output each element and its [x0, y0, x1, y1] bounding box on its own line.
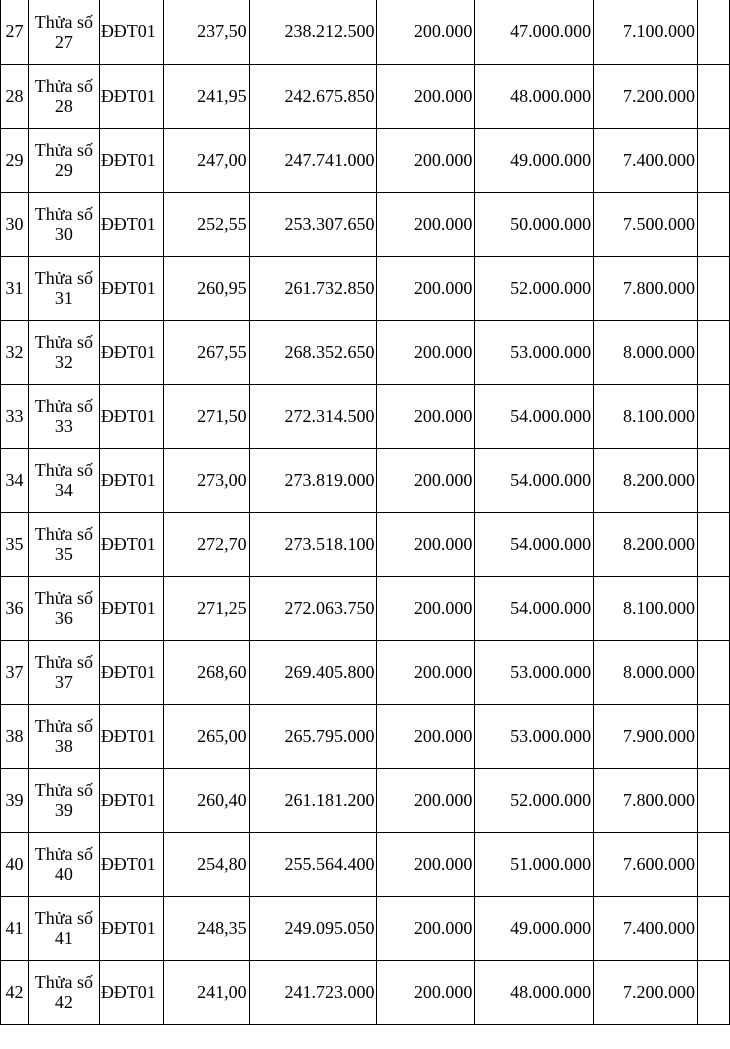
- plot-name-label: Thửa số: [34, 972, 93, 992]
- plot-name-label: Thửa số: [34, 76, 93, 96]
- plot-name-number: 27: [54, 31, 73, 52]
- note-cell: [698, 896, 730, 960]
- note-cell: [698, 0, 730, 64]
- area-cell: 254,80: [163, 832, 249, 896]
- land-type-code-cell: ĐĐT01: [99, 960, 163, 1024]
- amount-cell: 50.000.000: [475, 192, 594, 256]
- land-type-code-cell: ĐĐT01: [99, 448, 163, 512]
- amount-cell: 53.000.000: [475, 704, 594, 768]
- note-cell: [698, 384, 730, 448]
- amount-cell: 53.000.000: [475, 640, 594, 704]
- plot-name-cell: [28, 896, 99, 960]
- table-row: [1, 512, 730, 576]
- area-cell: 247,00: [163, 128, 249, 192]
- unit-price-cell: 200.000: [377, 640, 475, 704]
- note-cell: [698, 576, 730, 640]
- amount-cell: 49.000.000: [475, 128, 594, 192]
- plot-name-number: 28: [54, 96, 73, 116]
- secondary-amount-cell: 7.400.000: [594, 896, 698, 960]
- table-row: [1, 384, 730, 448]
- row-number-cell: 28: [1, 64, 29, 128]
- total-value-cell: 261.181.200: [249, 768, 377, 832]
- row-number-cell: 38: [1, 704, 29, 768]
- amount-cell: 54.000.000: [475, 448, 594, 512]
- total-value-cell: 273.819.000: [249, 448, 377, 512]
- plot-name-label: Thửa số: [34, 780, 93, 800]
- area-cell: 272,70: [163, 512, 249, 576]
- row-number-cell: 36: [1, 576, 29, 640]
- area-cell: 241,00: [163, 960, 249, 1024]
- note-cell: [698, 448, 730, 512]
- note-cell: [698, 704, 730, 768]
- plot-name-label: Thửa số: [34, 332, 93, 352]
- plot-name-cell: [28, 704, 99, 768]
- table-row: [1, 256, 730, 320]
- row-number-cell: 39: [1, 768, 29, 832]
- plot-name-number: 37: [54, 672, 73, 692]
- unit-price-cell: 200.000: [377, 256, 475, 320]
- land-type-code-cell: ĐĐT01: [99, 832, 163, 896]
- secondary-amount-cell: 7.400.000: [594, 128, 698, 192]
- total-value-cell: 255.564.400: [249, 832, 377, 896]
- secondary-amount-cell: 8.200.000: [594, 448, 698, 512]
- plot-name-number: 38: [54, 736, 73, 756]
- row-number-cell: 33: [1, 384, 29, 448]
- plot-name-label: Thửa số: [34, 716, 93, 736]
- total-value-cell: 268.352.650: [249, 320, 377, 384]
- total-value-cell: 272.063.750: [249, 576, 377, 640]
- plot-name-number: 36: [54, 608, 73, 628]
- land-type-code-cell: ĐĐT01: [99, 64, 163, 128]
- note-cell: [698, 512, 730, 576]
- land-type-code-cell: ĐĐT01: [99, 896, 163, 960]
- area-cell: 260,40: [163, 768, 249, 832]
- land-type-code-cell: ĐĐT01: [99, 256, 163, 320]
- unit-price-cell: 200.000: [377, 576, 475, 640]
- total-value-cell: 241.723.000: [249, 960, 377, 1024]
- table-row: [1, 0, 730, 64]
- table-row: [1, 320, 730, 384]
- plot-name-number: 42: [54, 992, 73, 1012]
- unit-price-cell: 200.000: [377, 128, 475, 192]
- secondary-amount-cell: 7.800.000: [594, 256, 698, 320]
- row-number-cell: 42: [1, 960, 29, 1024]
- plot-name-cell: [28, 64, 99, 128]
- secondary-amount-cell: 7.200.000: [594, 64, 698, 128]
- secondary-amount-cell: 8.100.000: [594, 576, 698, 640]
- secondary-amount-cell: 8.000.000: [594, 320, 698, 384]
- unit-price-cell: 200.000: [377, 768, 475, 832]
- plot-name-cell: [28, 576, 99, 640]
- total-value-cell: 272.314.500: [249, 384, 377, 448]
- land-type-code-cell: ĐĐT01: [99, 512, 163, 576]
- unit-price-cell: 200.000: [377, 64, 475, 128]
- plot-name-number: 33: [54, 416, 73, 436]
- plot-name-label: Thửa số: [34, 844, 93, 864]
- table-row: [1, 64, 730, 128]
- row-number-cell: 31: [1, 256, 29, 320]
- row-number-cell: 29: [1, 128, 29, 192]
- land-type-code-cell: ĐĐT01: [99, 704, 163, 768]
- land-type-code-cell: ĐĐT01: [99, 768, 163, 832]
- land-type-code-cell: ĐĐT01: [99, 128, 163, 192]
- unit-price-cell: 200.000: [377, 512, 475, 576]
- row-number-cell: 37: [1, 640, 29, 704]
- note-cell: [698, 960, 730, 1024]
- table-row: [1, 832, 730, 896]
- plot-name-cell: [28, 640, 99, 704]
- total-value-cell: 247.741.000: [249, 128, 377, 192]
- table-row: [1, 768, 730, 832]
- row-number-cell: 27: [1, 0, 29, 64]
- table-row: [1, 128, 730, 192]
- note-cell: [698, 640, 730, 704]
- table-row: [1, 896, 730, 960]
- plot-name-number: 32: [54, 352, 73, 372]
- plot-name-number: 40: [54, 864, 73, 884]
- plot-name-cell: [28, 0, 99, 64]
- land-type-code-cell: ĐĐT01: [99, 576, 163, 640]
- plot-name-number: 35: [54, 544, 73, 564]
- row-number-cell: 41: [1, 896, 29, 960]
- plot-name-cell: [28, 128, 99, 192]
- total-value-cell: 242.675.850: [249, 64, 377, 128]
- area-cell: 237,50: [163, 0, 249, 64]
- plot-name-label: Thửa số: [34, 396, 93, 416]
- plot-name-label: Thửa số: [34, 11, 93, 32]
- area-cell: 260,95: [163, 256, 249, 320]
- row-number-cell: 30: [1, 192, 29, 256]
- amount-cell: 53.000.000: [475, 320, 594, 384]
- plot-name-cell: [28, 512, 99, 576]
- plot-name-label: Thửa số: [34, 140, 93, 160]
- total-value-cell: 269.405.800: [249, 640, 377, 704]
- total-value-cell: 265.795.000: [249, 704, 377, 768]
- land-type-code-cell: ĐĐT01: [99, 320, 163, 384]
- amount-cell: 47.000.000: [475, 0, 594, 64]
- plot-name-label: Thửa số: [34, 652, 93, 672]
- amount-cell: 52.000.000: [475, 256, 594, 320]
- unit-price-cell: 200.000: [377, 832, 475, 896]
- land-type-code-cell: ĐĐT01: [99, 640, 163, 704]
- unit-price-cell: 200.000: [377, 0, 475, 64]
- total-value-cell: 261.732.850: [249, 256, 377, 320]
- total-value-cell: 249.095.050: [249, 896, 377, 960]
- area-cell: 267,55: [163, 320, 249, 384]
- note-cell: [698, 64, 730, 128]
- total-value-cell: 238.212.500: [249, 0, 377, 64]
- table-row: [1, 640, 730, 704]
- secondary-amount-cell: 8.200.000: [594, 512, 698, 576]
- unit-price-cell: 200.000: [377, 896, 475, 960]
- area-cell: 252,55: [163, 192, 249, 256]
- plot-name-number: 41: [54, 928, 73, 948]
- plot-name-label: Thửa số: [34, 204, 93, 224]
- amount-cell: 48.000.000: [475, 64, 594, 128]
- table-body: [1, 0, 730, 1024]
- secondary-amount-cell: 7.900.000: [594, 704, 698, 768]
- plot-name-number: 31: [54, 288, 73, 308]
- table-row: [1, 192, 730, 256]
- note-cell: [698, 832, 730, 896]
- plot-name-cell: [28, 448, 99, 512]
- table-row: [1, 576, 730, 640]
- plot-name-number: 30: [54, 224, 73, 244]
- unit-price-cell: 200.000: [377, 384, 475, 448]
- row-number-cell: 35: [1, 512, 29, 576]
- area-cell: 273,00: [163, 448, 249, 512]
- note-cell: [698, 128, 730, 192]
- area-cell: 265,00: [163, 704, 249, 768]
- amount-cell: 51.000.000: [475, 832, 594, 896]
- note-cell: [698, 320, 730, 384]
- amount-cell: 54.000.000: [475, 512, 594, 576]
- plot-name-cell: [28, 320, 99, 384]
- note-cell: [698, 256, 730, 320]
- land-type-code-cell: ĐĐT01: [99, 384, 163, 448]
- note-cell: [698, 768, 730, 832]
- unit-price-cell: 200.000: [377, 704, 475, 768]
- unit-price-cell: 200.000: [377, 448, 475, 512]
- table-row: [1, 448, 730, 512]
- secondary-amount-cell: 7.600.000: [594, 832, 698, 896]
- plot-name-label: Thửa số: [34, 588, 93, 608]
- plot-name-label: Thửa số: [34, 460, 93, 480]
- row-number-cell: 32: [1, 320, 29, 384]
- amount-cell: 54.000.000: [475, 384, 594, 448]
- plot-name-label: Thửa số: [34, 908, 93, 928]
- area-cell: 241,95: [163, 64, 249, 128]
- table-row: [1, 704, 730, 768]
- unit-price-cell: 200.000: [377, 192, 475, 256]
- plot-name-cell: [28, 768, 99, 832]
- unit-price-cell: 200.000: [377, 960, 475, 1024]
- table-row: [1, 960, 730, 1024]
- secondary-amount-cell: 8.100.000: [594, 384, 698, 448]
- amount-cell: 49.000.000: [475, 896, 594, 960]
- area-cell: 268,60: [163, 640, 249, 704]
- secondary-amount-cell: 7.500.000: [594, 192, 698, 256]
- amount-cell: 52.000.000: [475, 768, 594, 832]
- amount-cell: 48.000.000: [475, 960, 594, 1024]
- plot-name-cell: [28, 256, 99, 320]
- plot-name-cell: [28, 832, 99, 896]
- plot-name-number: 34: [54, 480, 73, 500]
- plot-name-cell: [28, 192, 99, 256]
- secondary-amount-cell: 8.000.000: [594, 640, 698, 704]
- land-type-code-cell: ĐĐT01: [99, 0, 163, 64]
- secondary-amount-cell: 7.100.000: [594, 0, 698, 64]
- row-number-cell: 40: [1, 832, 29, 896]
- plot-name-cell: [28, 384, 99, 448]
- amount-cell: 54.000.000: [475, 576, 594, 640]
- plot-name-label: Thửa số: [34, 524, 93, 544]
- unit-price-cell: 200.000: [377, 320, 475, 384]
- note-cell: [698, 192, 730, 256]
- plot-name-number: 39: [54, 800, 73, 820]
- row-number-cell: 34: [1, 448, 29, 512]
- secondary-amount-cell: 7.200.000: [594, 960, 698, 1024]
- total-value-cell: 253.307.650: [249, 192, 377, 256]
- plot-name-label: Thửa số: [34, 268, 93, 288]
- land-type-code-cell: ĐĐT01: [99, 192, 163, 256]
- area-cell: 271,25: [163, 576, 249, 640]
- area-cell: 248,35: [163, 896, 249, 960]
- plot-name-number: 29: [54, 160, 73, 180]
- secondary-amount-cell: 7.800.000: [594, 768, 698, 832]
- total-value-cell: 273.518.100: [249, 512, 377, 576]
- area-cell: 271,50: [163, 384, 249, 448]
- plot-name-cell: [28, 960, 99, 1024]
